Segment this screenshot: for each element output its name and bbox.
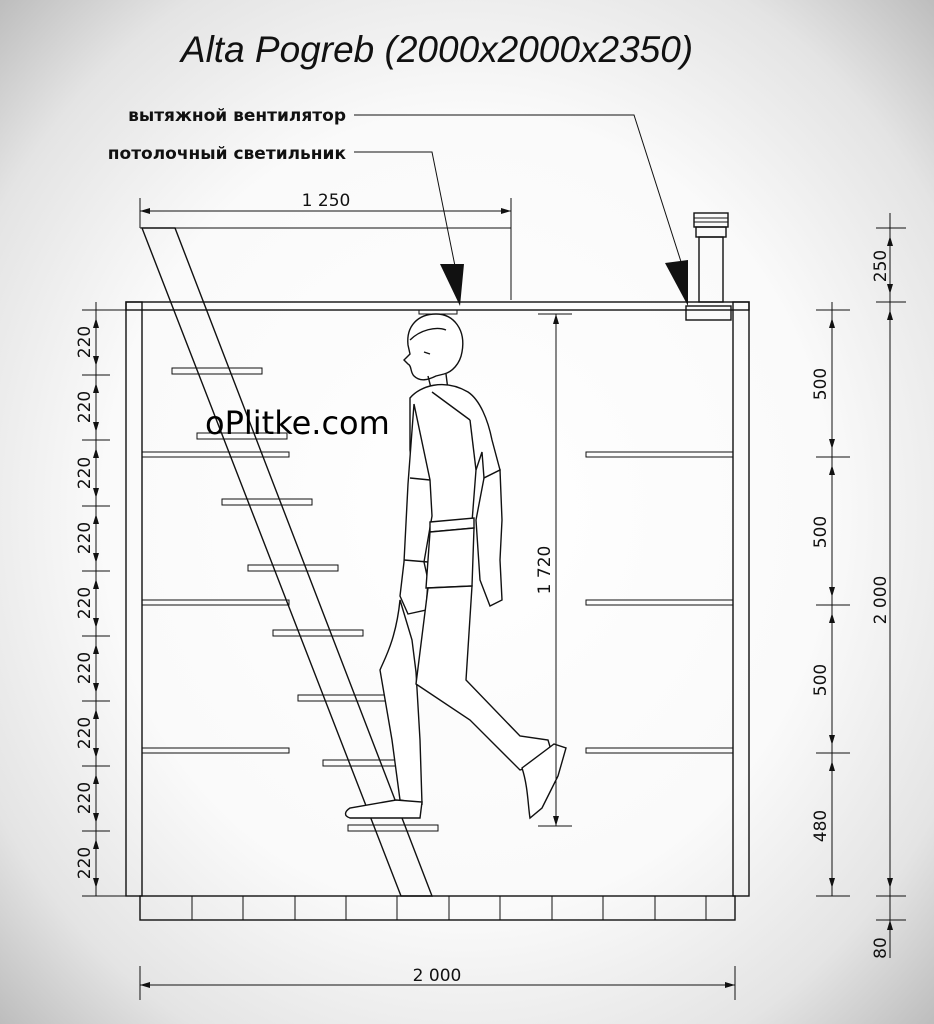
step-dim-5: 220 — [75, 586, 95, 620]
callout-light-label: потолочный светильник — [107, 144, 346, 164]
shelf-gap-2: 500 — [811, 515, 831, 549]
step-dimensions — [75, 302, 126, 896]
step-dim-1: 220 — [75, 325, 95, 359]
step-dim-3: 220 — [75, 456, 95, 490]
vent-height-value: 250 — [871, 249, 891, 283]
person-figure — [346, 314, 567, 818]
left-wall — [126, 302, 142, 896]
step-dim-9: 220 — [75, 846, 95, 880]
shelf-gap-4: 480 — [811, 809, 831, 843]
right-shelves — [586, 452, 733, 753]
total-width-value: 2 000 — [412, 966, 462, 986]
callout-light-leader — [354, 152, 464, 306]
step-dim-8: 220 — [75, 781, 95, 815]
total-height-value: 2 000 — [871, 575, 891, 625]
floor-slab — [140, 896, 735, 920]
total-height-dimensions — [871, 213, 906, 959]
watermark: oPlitke.com — [205, 404, 390, 442]
step-dim-2: 220 — [75, 390, 95, 424]
person-height-value: 1 720 — [535, 545, 555, 595]
callout-fan-label: вытяжной вентилятор — [128, 106, 346, 126]
vent-pipe — [686, 213, 731, 320]
shelf-gap-1: 500 — [811, 367, 831, 401]
shelf-gap-3: 500 — [811, 663, 831, 697]
step-dim-4: 220 — [75, 521, 95, 555]
step-dim-6: 220 — [75, 651, 95, 685]
ceiling-slab — [126, 302, 749, 314]
floor-thickness-value: 80 — [871, 937, 891, 959]
hatch-width-value: 1 250 — [301, 191, 351, 211]
page-title: Alta Pogreb (2000x2000x2350) — [180, 29, 694, 70]
staircase — [142, 228, 438, 896]
left-shelves — [142, 452, 289, 753]
right-wall — [733, 302, 749, 896]
shelf-spacing-dimensions — [811, 302, 850, 896]
total-width-dimension — [140, 966, 735, 1000]
step-dim-7: 220 — [75, 716, 95, 750]
